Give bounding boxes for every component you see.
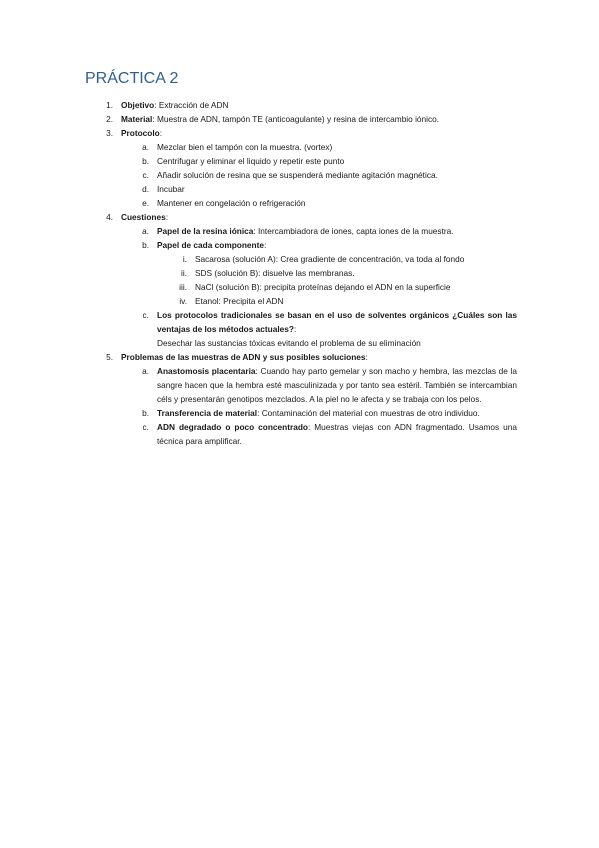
item-text: : Muestra de ADN, tampón TE (anticoagulante) y resina de intercambio iónico. [152,114,440,124]
problem-text: : Contaminación del material con muestras de otro individuo. [257,408,480,418]
problem-item [85,364,517,406]
list-letter: c. [142,310,149,320]
item-heading: Cuestiones [121,212,166,222]
step-text: Centrifugar y eliminar el liquido y repetir este punto [157,156,345,166]
list-roman: ii. [181,268,187,278]
question-item [85,308,517,336]
question-text: : [263,240,267,250]
list-number: 3. [106,128,113,138]
list-letter: b. [142,408,149,418]
question-text: : [293,324,297,334]
protocol-step [85,140,517,154]
list-number: 2. [106,114,113,124]
list-letter: a. [142,226,149,236]
item-text: : [165,212,169,222]
component-text: Sacarosa (solución A): Crea gradiente de concentración, va toda al fondo [195,254,465,264]
step-text: Mantener en congelación o refrigeración [157,198,306,208]
list-letter: a. [142,142,149,152]
list-item-material [85,112,517,126]
list-letter: b. [142,156,149,166]
list-item-problemas [85,350,517,364]
item-text: : [159,128,163,138]
problem-heading: Anastomosis placentaria [157,366,256,376]
question-heading: Los protocolos tradicionales se basan en el uso de solventes orgánicos ¿Cuáles son las ventajas de los métodos actuales? [157,310,517,334]
item-heading: Protocolo [121,128,160,138]
problem-text: : Cuando hay parto gemelar y son macho y hembra, las mezclas de la sangre hacen que la hembra esté masculinizada y por tanto sea estéril. También se intercambian céls y presentarán genotipos mezclados. A la piel no le afecta y se trabaja con los pelos. [157,366,517,404]
problem-heading: ADN degradado o poco concentrado [157,422,308,432]
component-text: NaCl (solución B): precipita proteínas dejando el ADN en la superficie [195,282,451,292]
protocol-step [85,154,517,168]
list-item-objetivo [85,98,517,112]
question-heading: Papel de la resina iónica [157,226,254,236]
component-text: SDS (solución B): disuelve las membranas. [195,268,355,278]
page-title: PRÁCTICA 2 [85,70,179,87]
item-heading: Material [121,114,153,124]
list-letter: c. [142,422,149,432]
list-item-cuestiones [85,210,517,224]
component-item [85,266,517,280]
component-text: Etanol: Precipita el ADN [195,296,284,306]
question-heading: Papel de cada componente [157,240,264,250]
list-letter: b. [142,240,149,250]
step-text: Incubar [157,184,185,194]
step-text: Mezclar bien el tampón con la muestra. (vortex) [157,142,333,152]
step-text: Añadir solución de resina que se suspenderá mediante agitación magnética. [157,170,438,180]
component-item [85,252,517,266]
protocol-step [85,182,517,196]
protocol-step [85,168,517,182]
list-number: 1. [106,100,113,110]
list-number: 5. [106,352,113,362]
problem-heading: Transferencia de material [157,408,258,418]
list-letter: a. [142,366,149,376]
list-roman: iii. [179,282,187,292]
document-body [85,98,517,448]
problem-item [85,406,517,420]
question-item [85,224,517,238]
question-answer: Desechar las sustancias tóxicas evitando el problema de su eliminación [157,338,421,348]
list-letter: c. [142,170,149,180]
protocol-step [85,196,517,210]
component-item [85,280,517,294]
item-heading: Problemas de las muestras de ADN y sus posibles soluciones [121,352,366,362]
item-text: : [365,352,368,362]
list-roman: iv. [179,296,187,306]
problem-text: : Muestras viejas con ADN fragmentado. Usamos una técnica para amplificar. [157,422,517,446]
problem-item [85,420,517,448]
list-letter: d. [142,184,149,194]
list-letter: e. [142,198,149,208]
list-number: 4. [106,212,113,222]
list-item-protocolo [85,126,517,140]
item-heading: Objetivo [121,100,155,110]
list-roman: i. [182,254,187,264]
question-text: : Intercambiadora de iones, capta iones de la muestra. [253,226,454,236]
component-item [85,294,517,308]
question-item [85,238,517,252]
item-text: : Extracción de ADN [154,100,229,110]
